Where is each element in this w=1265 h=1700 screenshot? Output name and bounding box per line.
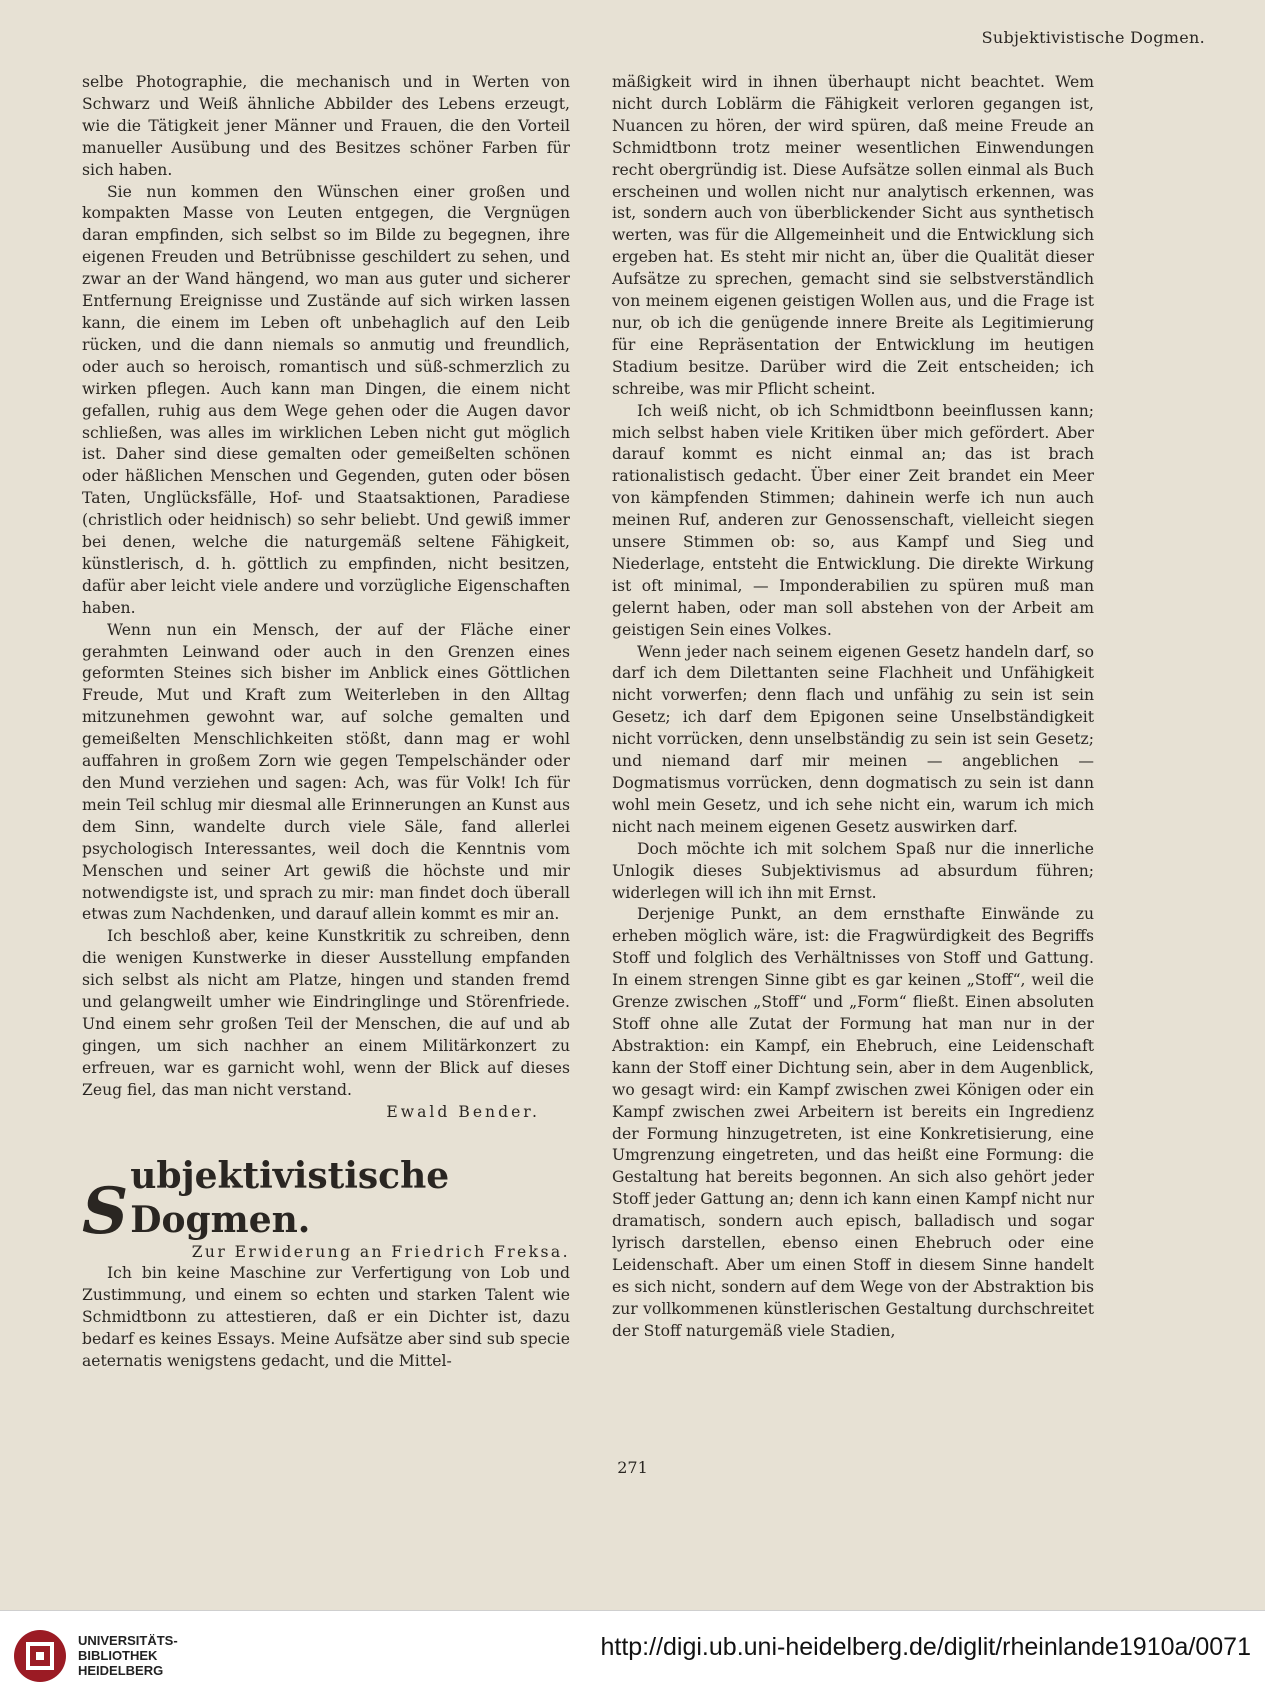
paragraph: Sie nun kommen den Wünschen einer großen und kompakten Masse von Leuten entgegen, die Vergnügen daran empfinden, sich selbst so im Bilde zu begegnen, ihre eigenen Freuden und Betrübnisse geschildert zu sehen, und zwar an der Wand hängend, wo man aus guter und sicherer Entfernung Ereignisse und Zustände auf sich wirken lassen kann, die einem im Leben oft unbehaglich auf den Leib rücken, und die dann niemals so anmutig und freundlich, oder auch so heroisch, romantisch und süß-schmerzlich zu wirken pflegen. Auch kann man Dingen, die einem nicht gefallen, ruhig aus dem Wege gehen oder die Augen davor schließen, was alles im wirklichen Leben nicht gut möglich ist. Daher sind diese gemalten oder gemeißelten schönen oder häßlichen Menschen und Gegenden, guten oder bösen Taten, Unglücksfälle, Hof- und Staatsaktionen, Paradiese (christlich oder heidnisch) so sehr beliebt. Und gewiß immer bei denen, welche die naturgemäß seltene Fähigkeit, künstlerisch, d. h. göttlich zu empfinden, nicht besitzen, dafür aber leicht viele andere und vorzügliche Eigenschaften haben. bbox=[82, 182, 570, 617]
right-column bbox=[612, 72, 1094, 1343]
university-seal-icon bbox=[12, 1628, 68, 1684]
title-text: ubjektivistische Dogmen. bbox=[130, 1154, 450, 1241]
author-signature: Ewald Bender. bbox=[386, 1102, 540, 1121]
footer-bar bbox=[0, 1610, 1265, 1700]
paragraph: Doch möchte ich mit solchem Spaß nur die innerliche Unlogik dieses Subjektivismus ad absurdum führen; widerlegen will ich ihn mit Ernst. bbox=[612, 839, 1094, 902]
paragraph: Ich weiß nicht, ob ich Schmidtbonn beeinflussen kann; mich selbst haben viele Kritiken über mich gefördert. Aber darauf kommt es nicht einmal an; das ist brach rationalistisch gedacht. Über einer Zeit brandet ein Meer von kämpfenden Stimmen; dahinein werfe ich nun auch meinen Ruf, anderen zur Genossenschaft, vielleicht siegen unsere Stimmen ob: so, aus Kampf und Sieg und Niederlage, entsteht die Entwicklung. Die direkte Wirkung ist oft minimal, — Imponderabilien zu spüren muß man gelernt haben, oder man soll abstehen von der Arbeit am geistigen Sein eines Volkes. bbox=[612, 401, 1094, 639]
permalink-url[interactable]: http://digi.ub.uni-heidelberg.de/diglit/rheinlande1910a/0071 bbox=[600, 1633, 1251, 1661]
library-logo[interactable] bbox=[12, 1628, 178, 1684]
article-title bbox=[82, 1154, 570, 1249]
library-name: UNIVERSITÄTS- BIBLIOTHEK HEIDELBERG bbox=[78, 1633, 178, 1678]
paragraph: Ich bin keine Maschine zur Verfertigung von Lob und Zustimmung, und einem so echten und starken Talent wie Schmidtbonn zu attestieren, daß er ein Dichter ist, dazu bedarf es keines Essays. Meine Aufsätze aber sind sub specie aeternatis wenigstens gedacht, und die Mittel- bbox=[82, 1264, 570, 1371]
paragraph: selbe Photographie, die mechanisch und in Werten von Schwarz und Weiß ähnliche Abbilder des Lebens erzeugt, wie die Tätigkeit jener Männer und Frauen, die den Vorteil manueller Ausübung und des Besitzes schöner Farben für sich haben. bbox=[82, 73, 570, 179]
paragraph: Wenn nun ein Mensch, der auf der Fläche einer gerahmten Leinwand oder auch in den Grenzen eines geformten Steines sich bisher im Anblick eines Göttlichen Freude, Mut und Kraft zum Weiterleben in den Alltag mitzunehmen gewohnt war, auf solche gemalten und gemeißelten Menschlichkeiten stößt, dann mag er wohl auffahren in großem Zorn wie gegen Tempelschänder oder den Mund verziehen und sagen: Ach, was für Volk! Ich für mein Teil schlug mir diesmal alle Erinnerungen an Kunst aus dem Sinn, wandelte durch viele Säle, fand allerlei psychologisch Interessantes, weil doch die Kenntnis vom Menschen und seiner Art gewiß die höchste und mir notwendigste ist, und sprach zu mir: man findet doch überall etwas zum Nachdenken, und darauf allein kommt es mir an. bbox=[82, 620, 570, 924]
title-initial: S bbox=[82, 1173, 129, 1249]
paragraph: Ich beschloß aber, keine Kunstkritik zu schreiben, denn die wenigen Kunstwerke in dieser Ausstellung empfanden sich selbst als nicht am Platze, hingen und standen fremd und gelangweilt umher wie Eindringlinge und Störenfriede. Und einem sehr großen Teil der Menschen, die auf und ab gingen, um sich nachher an einem Militärkonzert zu erfreuen, war es garnicht wohl, wenn der Blick auf dieses Zeug fiel, das man nicht verstand. bbox=[82, 927, 570, 1099]
article-subtitle: Zur Erwiderung an Friedrich Freksa. bbox=[191, 1242, 570, 1261]
paragraph: Derjenige Punkt, an dem ernsthafte Einwände zu erheben möglich wäre, ist: die Fragwürdigkeit des Begriffs Stoff und folglich des Verhältnisses von Stoff und Gattung. In einem strengen Sinne gibt es gar keinen „Stoff“, weil die Grenze zwischen „Stoff“ und „Form“ fließt. Einen absoluten Stoff ohne alle Zutat der Formung hat man nur in der Abstraktion: ein Kampf, ein Ehebruch, eine Leidenschaft kann der Stoff einer Dichtung sein, aber in dem Augenblick, wo gesagt wird: ein Kampf zwischen zwei Königen oder ein Kampf zwischen zwei Arbeitern ist bereits ein Ingredienz der Formung hinzugetreten, ist eine Konkretisierung, eine Umgrenzung eingetreten, und das heißt eine Formung: die Gestaltung hat bereits begonnen. An sich also gehört jeder Stoff jeder Gattung an; denn ich kann einen Kampf nicht nur dramatisch, sondern auch episch, balladisch und sogar lyrisch darstellen, ebenso einen Ehebruch oder eine Leidenschaft. Aber um einen Stoff in diesem Sinne handelt es sich nicht, sondern auf dem Wege von der Abstraktion bis zur vollkommenen künstlerischen Gestaltung durchschreitet der Stoff naturgemäß viele Stadien, bbox=[612, 905, 1094, 1340]
paragraph: Wenn jeder nach seinem eigenen Gesetz handeln darf, so darf ich dem Dilettanten seine Flachheit und Unfähigkeit nicht vorwerfen; denn flach und unfähig zu sein ist sein Gesetz; ich darf dem Epigonen seine Unselbständigkeit nicht vorrücken, denn unselbständig zu sein ist sein Gesetz; und niemand darf mir meinen — angeblichen — Dogmatismus vorrücken, denn dogmatisch zu sein ist dann wohl mein Gesetz, und ich sehe nicht ein, warum ich mich nicht nach meinem eigenen Gesetz auswirken darf. bbox=[612, 642, 1094, 836]
left-column bbox=[82, 72, 570, 1373]
page-number: 271 bbox=[617, 1458, 648, 1477]
running-head: Subjektivistische Dogmen. bbox=[981, 28, 1205, 47]
paragraph: mäßigkeit wird in ihnen überhaupt nicht beachtet. Wem nicht durch Loblärm die Fähigkeit verloren gegangen ist, Nuancen zu hören, der wird spüren, daß meine Freude an Schmidtbonn trotz meiner wesentlichen Einwendungen recht obergründig ist. Diese Aufsätze sollen einmal als Buch erscheinen und wollen nicht nur analytisch erkennen, was ist, sondern auch von überblickender Sicht aus synthetisch werten, was für die Allgemeinheit und die Entwicklung sich ergeben hat. Es steht mir nicht an, über die Qualität dieser Aufsätze zu sprechen, gemacht sind sie selbstverständlich von meinem eigenen geistigen Wollen aus, und die Frage ist nur, ob ich die genügende innere Breite als Legitimierung für eine Repräsentation der Entwicklung im heutigen Stadium besitze. Darüber wird die Zeit entscheiden; ich schreibe, was mir Pflicht scheint. bbox=[612, 73, 1094, 398]
